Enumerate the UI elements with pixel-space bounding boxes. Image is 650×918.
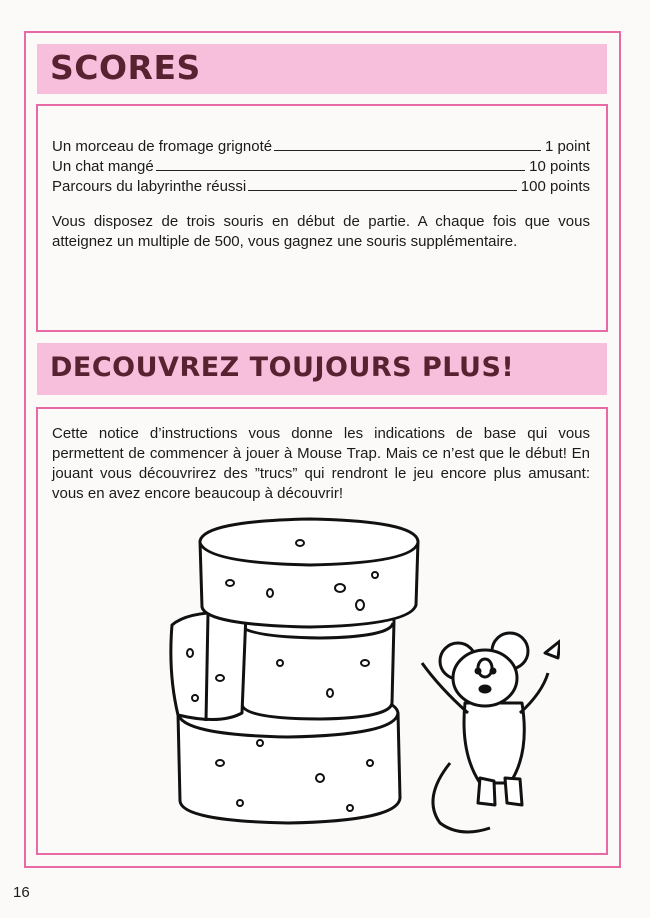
mouse-cheese-illustration <box>160 513 560 843</box>
score-points: 10 points <box>529 158 590 175</box>
scores-paragraph: Vous disposez de trois souris en début de partie. A chaque fois que vous atteignez un multiple de 500, vous gagnez une souris supplémentaire. <box>52 213 590 250</box>
discover-paragraph: Cette notice d’instructions vous donne les indications de base qui vous permettent de commencer à jouer à Mouse Trap. Mais ce n’est que le début! En jouant vous découvrirez des ”trucs” qui rendront le jeu encore plus amusant: vous en avez encore beaucoup à découvrir! <box>52 425 590 502</box>
mouse-character <box>422 633 560 832</box>
scores-heading: SCORES <box>50 48 201 87</box>
score-row <box>52 138 590 158</box>
score-leader-line <box>248 190 517 191</box>
cheese-wedge <box>171 612 246 721</box>
page-number: 16 <box>13 884 30 901</box>
score-leader-line <box>274 150 541 151</box>
scores-banner <box>37 44 607 94</box>
score-leader-line <box>156 170 525 171</box>
cheese-wheel-top <box>200 519 418 627</box>
discover-heading: DECOUVREZ TOUJOURS PLUS! <box>50 352 515 383</box>
score-row <box>52 178 590 198</box>
scores-box <box>36 104 608 332</box>
discover-box <box>36 407 608 855</box>
score-points: 1 point <box>544 138 590 155</box>
discover-banner <box>37 343 607 395</box>
score-list <box>52 138 590 198</box>
score-label: Parcours du labyrinthe réussi <box>52 178 247 195</box>
score-points: 100 points <box>520 178 590 195</box>
score-label: Un chat mangé <box>52 158 154 175</box>
score-row <box>52 158 590 178</box>
score-label: Un morceau de fromage grignoté <box>52 138 273 155</box>
